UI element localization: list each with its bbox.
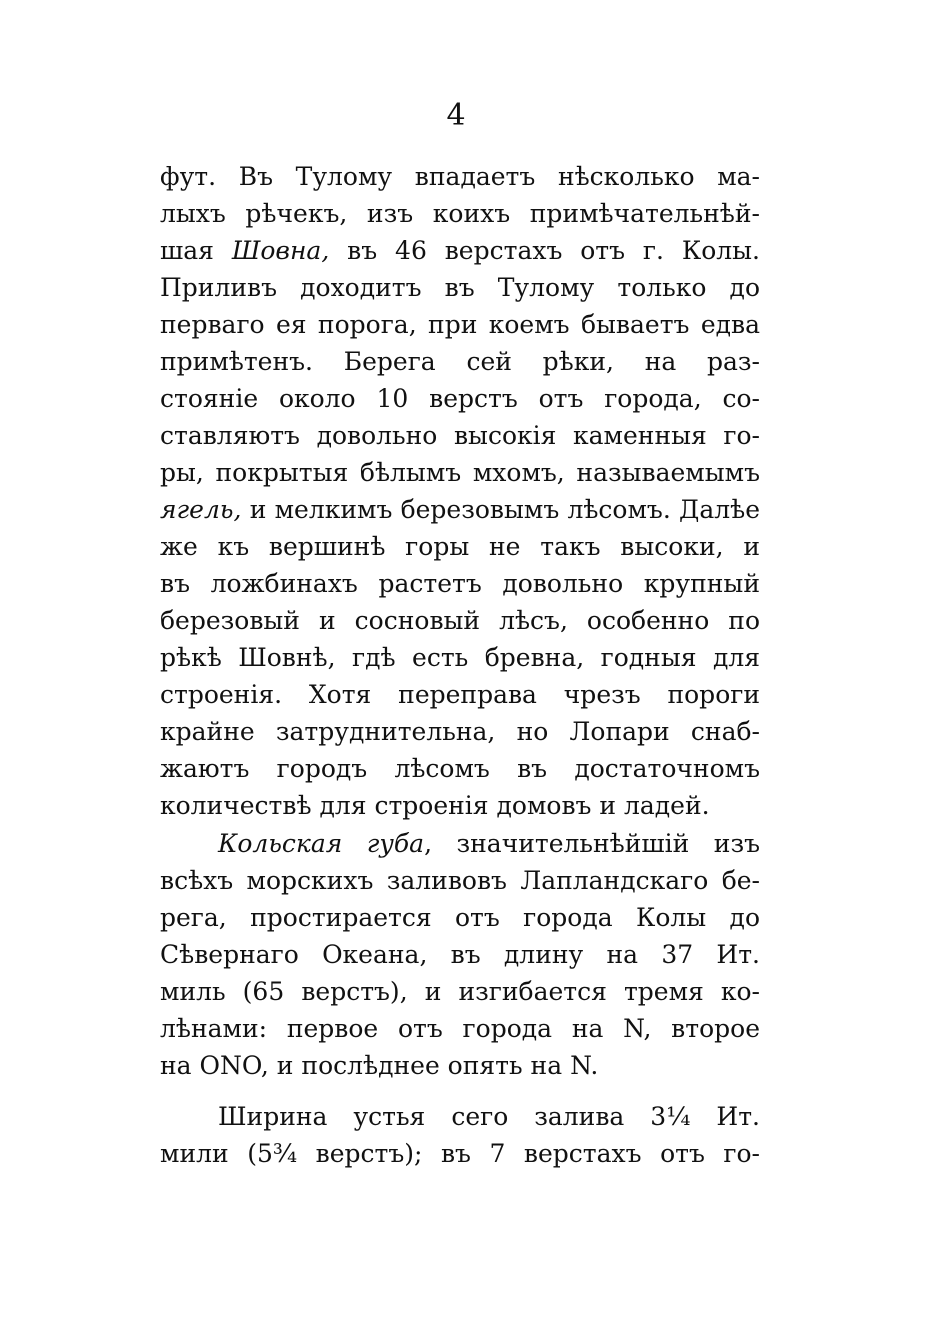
text-line (160, 343, 760, 380)
text-line (160, 491, 760, 528)
page-number: 4 (446, 98, 466, 133)
text-segment: стояніе около 10 верстъ отъ города, со- (160, 384, 760, 413)
text-segment: рега, простирается отъ города Колы до (160, 903, 760, 932)
text-segment: Приливъ доходитъ въ Тулому только до (160, 273, 760, 302)
text-segment: въ 46 верстахъ отъ г. Колы. (329, 236, 760, 265)
text-segment: жаютъ городъ лѣсомъ въ достаточномъ (160, 754, 760, 783)
text-segment: примѣтенъ. Берега сей рѣки, на раз- (160, 347, 760, 376)
text-segment: , значительнѣйшій изъ (424, 829, 760, 858)
italic-text: Шовна, (231, 236, 330, 265)
text-line (160, 528, 760, 565)
italic-text: Кольская губа (218, 829, 425, 858)
text-segment: ставляютъ довольно высокія каменныя го- (160, 421, 760, 450)
text-segment: рѣкѣ Шовнѣ, гдѣ есть бревна, годныя для (160, 643, 760, 672)
text-line (160, 639, 760, 676)
text-line (160, 269, 760, 306)
text-segment: ры, покрытыя бѣлымъ мхомъ, называемымъ (160, 458, 760, 487)
text-segment: шая (160, 236, 232, 265)
text-segment: Ширина устья сего залива 3¼ Ит. (218, 1102, 760, 1131)
text-line (160, 602, 760, 639)
text-line (160, 750, 760, 787)
text-segment: всѣхъ морскихъ заливовъ Лапландскаго бе- (160, 866, 760, 895)
text-segment: строенія. Хотя переправа чрезъ пороги (160, 680, 760, 709)
text-line (160, 676, 760, 713)
text-line (160, 825, 760, 862)
text-line (160, 862, 760, 899)
text-line (160, 973, 760, 1010)
text-segment: въ ложбинахъ растетъ довольно крупный (160, 569, 760, 598)
text-line (160, 565, 760, 602)
paragraph-kola-bay (160, 825, 760, 1084)
text-line (160, 713, 760, 750)
text-line (160, 232, 760, 269)
text-segment: количествѣ для строенія домовъ и ладей. (160, 791, 710, 820)
text-line (160, 1047, 760, 1084)
text-line (160, 380, 760, 417)
text-segment: перваго ея порога, при коемъ бываетъ едва (160, 310, 760, 339)
text-line (160, 158, 760, 195)
text-line (160, 787, 760, 824)
text-segment: лѣнами: первое отъ города на N, второе (160, 1014, 760, 1043)
text-segment: березовый и сосновый лѣсъ, особенно по (160, 606, 760, 635)
text-segment: миль (65 верстъ), и изгибается тремя ко- (160, 977, 760, 1006)
text-segment: фут. Въ Тулому впадаетъ нѣсколько ма- (160, 162, 760, 191)
text-line (160, 195, 760, 232)
text-line (160, 1135, 760, 1172)
text-segment: крайне затруднительна, но Лопари снаб- (160, 717, 760, 746)
text-segment: и мелкимъ березовымъ лѣсомъ. Далѣе (241, 495, 760, 524)
text-segment: же къ вершинѣ горы не такъ высоки, и (160, 532, 760, 561)
text-line (160, 454, 760, 491)
text-segment: Сѣвернаго Океана, въ длину на 37 Ит. (160, 940, 760, 969)
text-line (160, 936, 760, 973)
text-line (160, 1098, 760, 1135)
paragraph-bay-width (160, 1098, 760, 1172)
text-line (160, 417, 760, 454)
text-segment: на ONO, и послѣднее опять на N. (160, 1051, 599, 1080)
text-segment: мили (5¾ верстъ); въ 7 верстахъ отъ го- (160, 1139, 760, 1168)
text-line (160, 1010, 760, 1047)
text-segment: лыхъ рѣчекъ, изъ коихъ примѣчательнѣй- (160, 199, 760, 228)
italic-text: ягель, (160, 495, 242, 524)
text-line (160, 306, 760, 343)
paragraph-tuloma-river (160, 158, 760, 824)
text-line (160, 899, 760, 936)
